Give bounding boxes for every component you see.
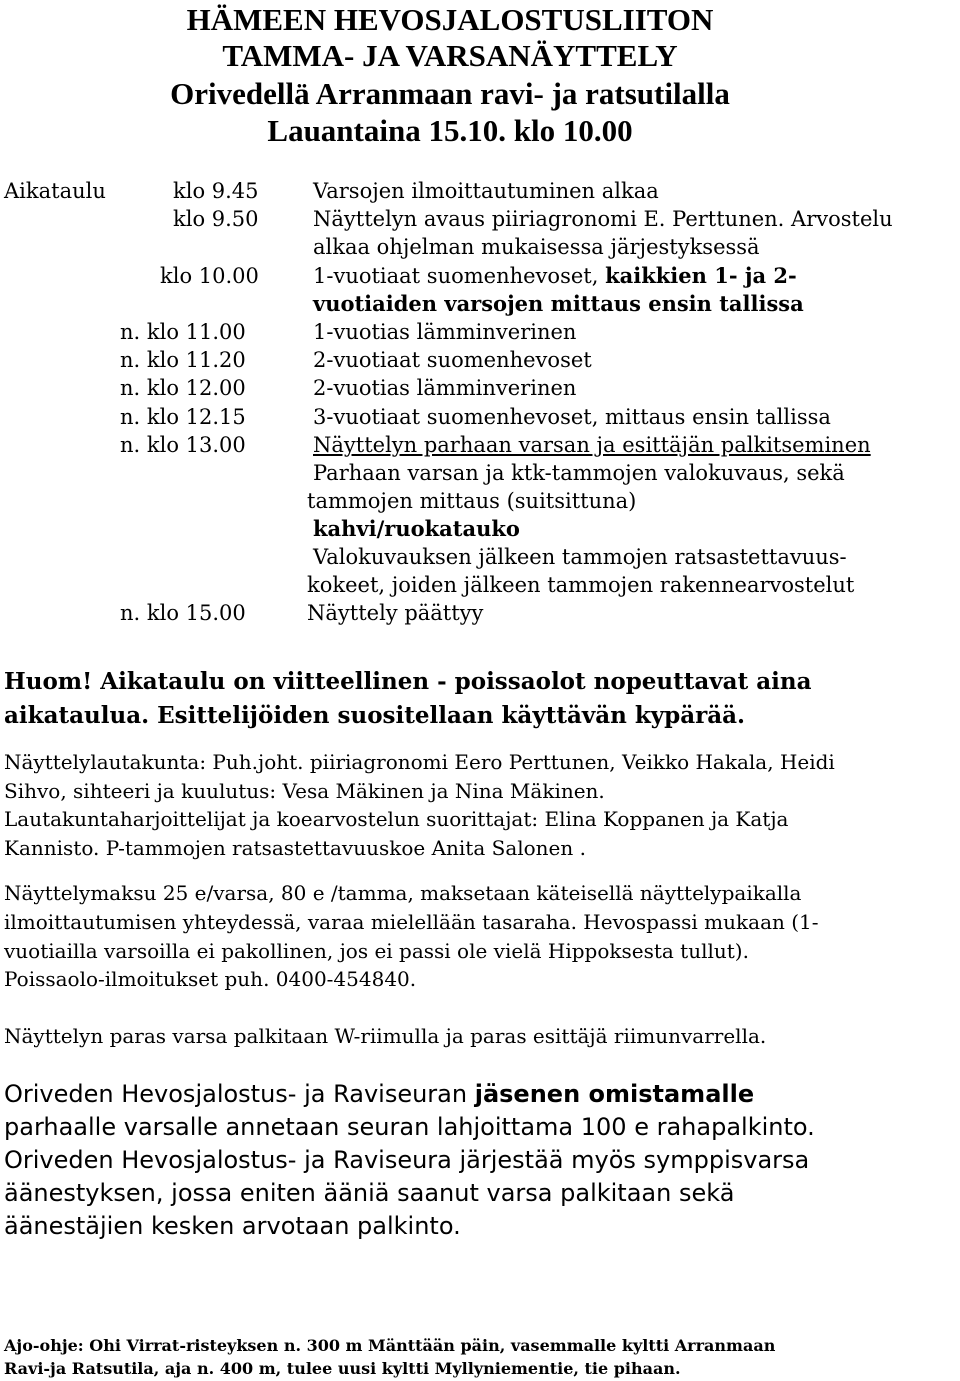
club-line: parhaalle varsalle annetaan seuran lahjoittama 100 e rahapalkinto. bbox=[4, 1113, 815, 1141]
schedule-text: Näyttelyn avaus piiriagronomi E. Perttunen. Arvostelu bbox=[313, 207, 893, 231]
fee-line: vuotiailla varsoilla ei pakollinen, jos ei passi ole vielä Hippoksesta tullut). bbox=[4, 939, 749, 963]
schedule-time: n. klo 12.00 bbox=[120, 376, 246, 400]
schedule-text: alkaa ohjelman mukaisessa järjestyksessä bbox=[313, 235, 760, 259]
schedule-text-bold: vuotiaiden varsojen mittaus ensin tallissa bbox=[313, 291, 804, 316]
jury-line: Lautakuntaharjoittelijat ja koearvostelun suorittajat: Elina Koppanen ja Katja bbox=[4, 807, 789, 831]
fee-line: Näyttelymaksu 25 e/varsa, 80 e /tamma, maksetaan käteisellä näyttelypaikalla bbox=[4, 881, 802, 905]
schedule-text-bold: kaikkien 1- ja 2- bbox=[605, 263, 797, 288]
schedule-text: Valokuvauksen jälkeen tammojen ratsastettavuus- bbox=[313, 545, 847, 569]
notice-line-1: Huom! Aikataulu on viitteellinen - poissaolot nopeuttavat aina bbox=[4, 668, 812, 695]
jury-line: Kannisto. P-tammojen ratsastettavuuskoe Anita Salonen . bbox=[4, 836, 586, 860]
schedule-text: 1-vuotias lämminverinen bbox=[313, 320, 577, 344]
schedule-text-part: 1-vuotiaat suomenhevoset, bbox=[313, 264, 606, 288]
schedule-text: Parhaan varsan ja ktk-tammojen valokuvaus, sekä bbox=[313, 461, 845, 485]
schedule-time: klo 9.50 bbox=[173, 207, 259, 231]
club-line-part: Oriveden Hevosjalostus- ja Raviseuran bbox=[4, 1080, 475, 1108]
club-line: äänestäjien kesken arvotaan palkinto. bbox=[4, 1212, 461, 1240]
header-line-3: Orivedellä Arranmaan ravi- ja ratsutilalla bbox=[170, 76, 730, 111]
header-line-4: Lauantaina 15.10. klo 10.00 bbox=[267, 113, 633, 148]
club-line-bold: jäsenen omistamalle bbox=[474, 1080, 755, 1108]
jury-line: Näyttelylautakunta: Puh.joht. piiriagronomi Eero Perttunen, Veikko Hakala, Heidi bbox=[4, 750, 835, 774]
club-line: äänestyksen, jossa eniten ääniä saanut varsa palkitaan sekä bbox=[4, 1179, 735, 1207]
schedule-text: 3-vuotiaat suomenhevoset, mittaus ensin tallissa bbox=[313, 405, 831, 429]
fee-line: ilmoittautumisen yhteydessä, varaa mielellään tasaraha. Hevospassi mukaan (1- bbox=[4, 910, 819, 934]
schedule-time: n. klo 11.00 bbox=[120, 320, 246, 344]
schedule-text: tammojen mittaus (suitsittuna) bbox=[307, 489, 637, 513]
schedule-text: 2-vuotiaat suomenhevoset bbox=[313, 348, 592, 372]
header-line-2: TAMMA- JA VARSANÄYTTELY bbox=[222, 38, 678, 73]
directions-line-2: Ravi-ja Ratsutila, aja n. 400 m, tulee uusi kyltti Myllyniementie, tie pihaan. bbox=[4, 1359, 681, 1378]
schedule-text-underlined: Näyttelyn parhaan varsan ja esittäjän palkitseminen bbox=[313, 433, 871, 457]
schedule-time: n. klo 13.00 bbox=[120, 433, 246, 457]
schedule-text bbox=[313, 262, 797, 290]
schedule-time: n. klo 15.00 bbox=[120, 601, 246, 625]
fee-line: Poissaolo-ilmoitukset puh. 0400-454840. bbox=[4, 967, 417, 991]
schedule-time: n. klo 11.20 bbox=[120, 348, 246, 372]
schedule-text: Näyttely päättyy bbox=[307, 601, 484, 625]
schedule-text: 2-vuotias lämminverinen bbox=[313, 376, 577, 400]
prize-paragraph: Näyttelyn paras varsa palkitaan W-riimulla ja paras esittäjä riimunvarrella. bbox=[4, 1024, 767, 1048]
schedule-time: n. klo 12.15 bbox=[120, 405, 246, 429]
schedule-text: Varsojen ilmoittautuminen alkaa bbox=[313, 179, 659, 203]
notice-line-2: aikataulua. Esittelijöiden suositellaan käyttävän kypärää. bbox=[4, 702, 746, 729]
club-line: Oriveden Hevosjalostus- ja Raviseura järjestää myös symppisvarsa bbox=[4, 1146, 810, 1174]
header-line-1: HÄMEEN HEVOSJALOSTUSLIITON bbox=[186, 2, 714, 37]
schedule-time: klo 10.00 bbox=[160, 264, 259, 288]
directions-line-1: Ajo-ohje: Ohi Virrat-risteyksen n. 300 m Mänttään päin, vasemmalle kyltti Arranmaan bbox=[4, 1336, 776, 1355]
jury-line: Sihvo, sihteeri ja kuulutus: Vesa Mäkinen ja Nina Mäkinen. bbox=[4, 779, 605, 803]
schedule-time: klo 9.45 bbox=[173, 179, 259, 203]
schedule-text-bold: kahvi/ruokatauko bbox=[313, 516, 520, 541]
club-line bbox=[4, 1078, 754, 1111]
schedule-label: Aikataulu bbox=[4, 179, 106, 203]
schedule-text: kokeet, joiden jälkeen tammojen rakennearvostelut bbox=[307, 573, 855, 597]
